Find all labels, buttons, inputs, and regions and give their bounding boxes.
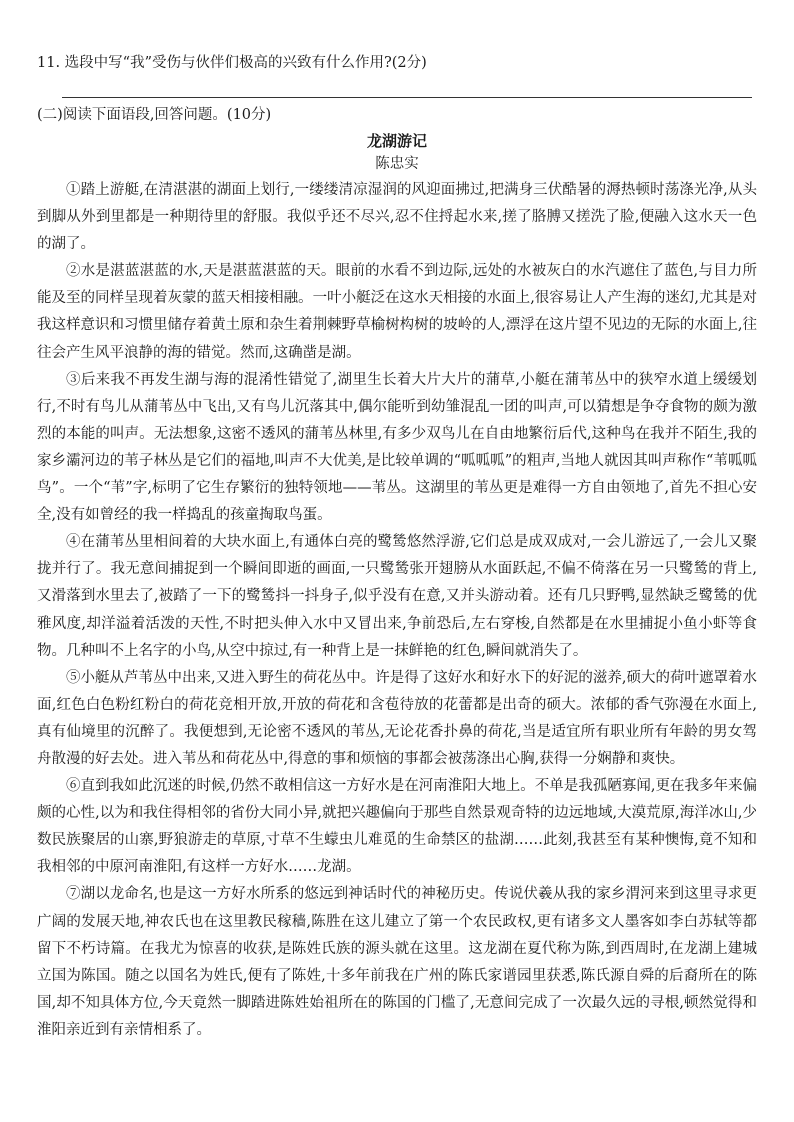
answer-line	[62, 97, 752, 98]
article-body	[37, 177, 757, 1044]
paragraph-3: ③后来我不再发生湖与海的混淆性错觉了,湖里生长着大片大片的蒲草,小艇在蒲苇丛中的狭窄水道上缓缓划行,不时有鸟儿从蒲苇丛中飞出,又有鸟儿沉落其中,偶尔能听到幼雏混乱一团的叫声,可以猜想是争夺食物的颇为激烈的本能的叫声。无法想象,这密不透风的蒲苇丛林里,有多少双鸟儿在自由地繁衍后代,这种鸟在我并不陌生,我的家乡灞河边的苇子林丛是它们的福地,叫声不大优美,是比较单调的“呱呱呱”的粗声,当地人就因其叫声称作“苇呱呱鸟”。一个“苇”字,标明了它生存繁衍的独特领地——苇丛。这湖里的苇丛更是难得一方自由领地了,首先不担心安全,没有如曾经的我一样捣乱的孩童掏取鸟蛋。	[37, 371, 757, 524]
paragraph-7: ⑦湖以龙命名,也是这一方好水所系的悠远到神话时代的神秘历史。传说伏羲从我的家乡渭河来到这里寻求更广阔的发展天地,神农氏也在这里教民稼穑,陈胜在这儿建立了第一个农民政权,更有诸多文人墨客如李白苏轼等都留下不朽诗篇。在我尤为惊喜的收获,是陈姓氏族的源头就在这里。这龙湖在夏代称为陈,到西周时,在龙湖上建城立国为陈国。随之以国名为姓氏,便有了陈姓,十多年前我在广州的陈氏家谱园里获悉,陈氏源自舜的后裔所在的陈国,却不知具体方位,今天竟然一脚踏进陈姓始祖所在的陈国的门槛了,无意间完成了一次最久远的寻根,顿然觉得和淮阳亲近到有亲情相系了。	[37, 886, 757, 1038]
paragraph-5: ⑤小艇从芦苇丛中出来,又进入野生的荷花丛中。许是得了这好水和好水下的好泥的滋养,硕大的荷叶遮罩着水面,红色白色粉红粉白的荷花竞相开放,开放的荷花和含苞待放的花蕾都是出奇的硕大。浓郁的香气弥漫在水面上,真有仙境里的沉醉了。我便想到,无论密不透风的苇丛,无论花香扑鼻的荷花,当是适宜所有职业所有年龄的男女驾舟散漫的好去处。进入苇丛和荷花丛中,得意的事和烦恼的事都会被荡涤出心胸,获得一分娴静和爽快。	[37, 669, 757, 767]
paragraph-4: ④在蒲苇丛里相间着的大块水面上,有通体白亮的鹭鸶悠然浮游,它们总是成双成对,一会儿游远了,一会儿又聚拢并行了。我无意间捕捉到一个瞬间即逝的画面,一只鹭鸶张开翅膀从水面跃起,不偏不倚落在另一只鹭鸶的背上,又滑落到水里去了,被踏了一下的鹭鸶抖一抖身子,似乎没有在意,又并头游动着。还有几只野鸭,显然缺乏鹭鸶的优雅风度,却洋溢着活泼的天性,不时把头伸入水中又冒出来,争前恐后,左右穿梭,自然都是在水里捕捉小鱼小虾等食物。几种叫不上名字的小鸟,从空中掠过,有一种背上是一抹鲜艳的红色,瞬间就消失了。	[37, 534, 757, 659]
paragraph-2: ②水是湛蓝湛蓝的水,天是湛蓝湛蓝的天。眼前的水看不到边际,远处的水被灰白的水汽遮住了蓝色,与目力所能及至的同样呈现着灰蒙的蓝天相接相融。一叶小艇泛在这水天相接的水面上,很容易让人产生海的迷幻,尤其是对我这样意识和习惯里储存着黄土原和杂生着荆棘野草榆树构树的坡岭的人,漂浮在这片望不见边的无际的水面上,往往会产生风平浪静的海的错觉。然而,这确凿是湖。	[37, 263, 757, 361]
section-header: (二)阅读下面语段,回答问题。(10分)	[37, 107, 272, 123]
question-11: 11. 选段中写“我”受伤与伙伴们极高的兴致有什么作用?(2分)	[37, 55, 427, 71]
article-title: 龙湖游记	[366, 132, 427, 150]
paragraph-1: ①踏上游艇,在清湛湛的湖面上划行,一缕缕清凉湿润的风迎面拂过,把满身三伏酷暑的溽热顿时荡涤光净,从头到脚从外到里都是一种期待里的舒服。我似乎还不尽兴,忍不住捋起水来,搓了胳膊又搓洗了脸,便融入这水天一色的湖了。	[37, 182, 757, 253]
paragraph-6: ⑥直到我如此沉迷的时候,仍然不敢相信这一方好水是在河南淮阳大地上。不单是我孤陋寡闻,更在我多年来偏颇的心性,以为和我住得相邻的省份大同小异,就把兴趣偏向于那些自然景观奇特的边远地域,大漠荒原,海洋冰山,少数民族聚居的山寨,野狼游走的草原,寸草不生蠓虫儿难觅的生命禁区的盐湖……此刻,我甚至有某种懊悔,竟不知和我相邻的中原河南淮阳,有这样一方好水……龙湖。	[37, 778, 757, 876]
article-author: 陈忠实	[375, 156, 419, 172]
